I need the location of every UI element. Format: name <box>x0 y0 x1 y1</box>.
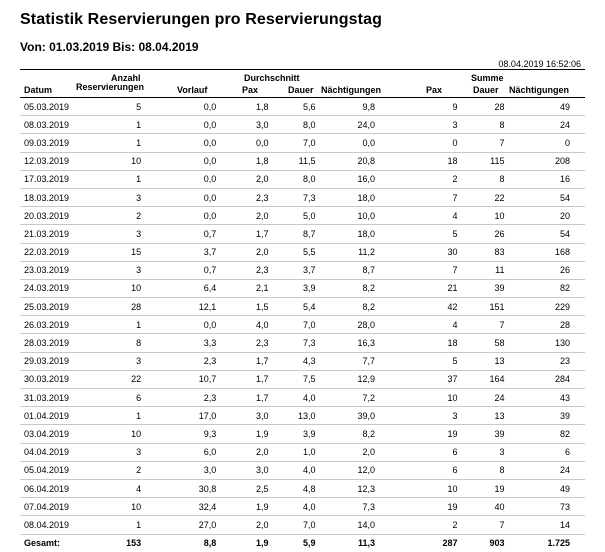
col-header-datum: Datum <box>24 85 53 95</box>
cell-avg-dauer: 7,0 <box>269 516 316 534</box>
cell-sum-pax: 5 <box>375 352 458 370</box>
cell-datum: 08.03.2019 <box>20 116 89 134</box>
cell-sum-naechtigungen: 14 <box>505 516 586 534</box>
total-cell-sum-pax: 287 <box>375 534 458 552</box>
cell-anzahl: 4 <box>89 479 141 497</box>
cell-sum-dauer: 3 <box>458 443 505 461</box>
table-row <box>20 425 585 443</box>
cell-sum-dauer: 22 <box>458 188 505 206</box>
cell-anzahl: 1 <box>89 516 141 534</box>
col-header-avg-naechtigungen: Nächtigungen <box>321 85 381 95</box>
table-row <box>20 207 585 225</box>
cell-avg-pax: 3,0 <box>216 407 268 425</box>
cell-sum-naechtigungen: 20 <box>505 207 586 225</box>
cell-avg-pax: 2,1 <box>216 279 268 297</box>
col-header-anzahl: Anzahl <box>111 73 141 83</box>
cell-anzahl: 1 <box>89 407 141 425</box>
cell-sum-naechtigungen: 130 <box>505 334 586 352</box>
cell-anzahl: 10 <box>89 279 141 297</box>
cell-avg-naechtigungen: 10,0 <box>316 207 376 225</box>
cell-datum: 31.03.2019 <box>20 389 89 407</box>
cell-anzahl: 1 <box>89 134 141 152</box>
cell-avg-dauer: 11,5 <box>269 152 316 170</box>
cell-sum-dauer: 28 <box>458 98 505 116</box>
cell-sum-naechtigungen: 16 <box>505 170 586 188</box>
cell-datum: 12.03.2019 <box>20 152 89 170</box>
cell-sum-pax: 10 <box>375 389 458 407</box>
cell-avg-dauer: 7,5 <box>269 370 316 388</box>
cell-avg-dauer: 3,9 <box>269 425 316 443</box>
col-header-sum-naechtigungen: Nächtigungen <box>509 85 569 95</box>
cell-avg-pax: 1,7 <box>216 370 268 388</box>
cell-sum-pax: 4 <box>375 316 458 334</box>
cell-vorlauf: 0,0 <box>141 134 216 152</box>
cell-avg-pax: 2,5 <box>216 479 268 497</box>
cell-sum-dauer: 19 <box>458 479 505 497</box>
cell-sum-pax: 2 <box>375 170 458 188</box>
total-cell-sum-naechtigungen: 1.725 <box>505 534 586 552</box>
cell-sum-pax: 3 <box>375 116 458 134</box>
cell-datum: 29.03.2019 <box>20 352 89 370</box>
table-row <box>20 370 585 388</box>
cell-avg-dauer: 8,7 <box>269 225 316 243</box>
cell-anzahl: 2 <box>89 461 141 479</box>
cell-sum-naechtigungen: 168 <box>505 243 586 261</box>
cell-vorlauf: 27,0 <box>141 516 216 534</box>
cell-vorlauf: 6,4 <box>141 279 216 297</box>
cell-avg-naechtigungen: 12,3 <box>316 479 376 497</box>
cell-vorlauf: 0,0 <box>141 152 216 170</box>
cell-vorlauf: 30,8 <box>141 479 216 497</box>
cell-sum-naechtigungen: 26 <box>505 261 586 279</box>
cell-avg-naechtigungen: 7,3 <box>316 498 376 516</box>
table-row <box>20 498 585 516</box>
cell-sum-dauer: 58 <box>458 334 505 352</box>
cell-datum: 22.03.2019 <box>20 243 89 261</box>
cell-sum-naechtigungen: 43 <box>505 389 586 407</box>
cell-sum-naechtigungen: 24 <box>505 116 586 134</box>
cell-vorlauf: 2,3 <box>141 352 216 370</box>
cell-anzahl: 15 <box>89 243 141 261</box>
cell-datum: 03.04.2019 <box>20 425 89 443</box>
cell-sum-dauer: 13 <box>458 352 505 370</box>
cell-sum-pax: 3 <box>375 407 458 425</box>
cell-sum-pax: 18 <box>375 152 458 170</box>
col-header-durchschnitt: Durchschnitt <box>244 73 300 83</box>
cell-sum-pax: 0 <box>375 134 458 152</box>
cell-avg-dauer: 4,0 <box>269 498 316 516</box>
cell-avg-naechtigungen: 18,0 <box>316 225 376 243</box>
total-row <box>20 534 585 552</box>
cell-anzahl: 5 <box>89 98 141 116</box>
table-row <box>20 461 585 479</box>
cell-avg-pax: 2,0 <box>216 207 268 225</box>
cell-sum-dauer: 8 <box>458 116 505 134</box>
cell-avg-dauer: 4,0 <box>269 389 316 407</box>
cell-datum: 06.04.2019 <box>20 479 89 497</box>
cell-datum: 09.03.2019 <box>20 134 89 152</box>
cell-anzahl: 10 <box>89 498 141 516</box>
table-body <box>20 98 585 552</box>
cell-datum: 21.03.2019 <box>20 225 89 243</box>
cell-datum: 30.03.2019 <box>20 370 89 388</box>
cell-datum: 20.03.2019 <box>20 207 89 225</box>
cell-avg-pax: 1,7 <box>216 225 268 243</box>
cell-datum: 17.03.2019 <box>20 170 89 188</box>
cell-sum-pax: 2 <box>375 516 458 534</box>
cell-avg-naechtigungen: 12,0 <box>316 461 376 479</box>
cell-sum-dauer: 7 <box>458 134 505 152</box>
cell-sum-pax: 5 <box>375 225 458 243</box>
cell-avg-pax: 4,0 <box>216 316 268 334</box>
cell-avg-naechtigungen: 8,2 <box>316 298 376 316</box>
cell-sum-naechtigungen: 49 <box>505 479 586 497</box>
cell-avg-dauer: 7,3 <box>269 334 316 352</box>
cell-sum-dauer: 164 <box>458 370 505 388</box>
cell-avg-pax: 2,0 <box>216 170 268 188</box>
cell-avg-naechtigungen: 11,2 <box>316 243 376 261</box>
col-header-sum-pax: Pax <box>426 85 443 95</box>
cell-sum-naechtigungen: 82 <box>505 425 586 443</box>
cell-vorlauf: 3,0 <box>141 461 216 479</box>
table-row <box>20 407 585 425</box>
cell-avg-dauer: 8,0 <box>269 116 316 134</box>
cell-avg-pax: 0,0 <box>216 134 268 152</box>
cell-avg-pax: 1,5 <box>216 298 268 316</box>
total-cell-sum-dauer: 903 <box>458 534 505 552</box>
date-range: Von: 01.03.2019 Bis: 08.04.2019 <box>20 40 199 54</box>
cell-sum-pax: 9 <box>375 98 458 116</box>
cell-sum-naechtigungen: 54 <box>505 188 586 206</box>
cell-vorlauf: 0,7 <box>141 261 216 279</box>
cell-avg-pax: 2,0 <box>216 443 268 461</box>
col-header-summe: Summe <box>471 73 504 83</box>
cell-avg-pax: 1,9 <box>216 425 268 443</box>
cell-avg-dauer: 5,4 <box>269 298 316 316</box>
cell-avg-dauer: 3,7 <box>269 261 316 279</box>
col-header-avg-pax: Pax <box>242 85 259 95</box>
cell-sum-dauer: 26 <box>458 225 505 243</box>
cell-avg-naechtigungen: 20,8 <box>316 152 376 170</box>
table-row <box>20 352 585 370</box>
cell-avg-pax: 2,0 <box>216 516 268 534</box>
cell-anzahl: 10 <box>89 152 141 170</box>
cell-avg-naechtigungen: 18,0 <box>316 188 376 206</box>
cell-sum-naechtigungen: 284 <box>505 370 586 388</box>
cell-anzahl: 28 <box>89 298 141 316</box>
cell-avg-dauer: 4,8 <box>269 479 316 497</box>
cell-sum-dauer: 115 <box>458 152 505 170</box>
cell-anzahl: 3 <box>89 352 141 370</box>
cell-avg-pax: 1,8 <box>216 152 268 170</box>
cell-sum-naechtigungen: 24 <box>505 461 586 479</box>
cell-sum-naechtigungen: 49 <box>505 98 586 116</box>
table-row <box>20 188 585 206</box>
cell-sum-dauer: 10 <box>458 207 505 225</box>
cell-anzahl: 3 <box>89 188 141 206</box>
cell-sum-dauer: 13 <box>458 407 505 425</box>
cell-sum-dauer: 7 <box>458 516 505 534</box>
total-cell-avg-pax: 1,9 <box>216 534 268 552</box>
cell-avg-pax: 2,3 <box>216 334 268 352</box>
cell-avg-dauer: 7,0 <box>269 316 316 334</box>
cell-vorlauf: 0,0 <box>141 98 216 116</box>
cell-avg-dauer: 4,3 <box>269 352 316 370</box>
cell-vorlauf: 12,1 <box>141 298 216 316</box>
cell-sum-dauer: 8 <box>458 170 505 188</box>
cell-avg-naechtigungen: 16,3 <box>316 334 376 352</box>
cell-avg-pax: 1,7 <box>216 352 268 370</box>
cell-avg-pax: 2,0 <box>216 243 268 261</box>
cell-avg-naechtigungen: 7,7 <box>316 352 376 370</box>
cell-sum-pax: 19 <box>375 425 458 443</box>
col-header-avg-dauer: Dauer <box>288 85 314 95</box>
cell-sum-dauer: 8 <box>458 461 505 479</box>
cell-sum-pax: 21 <box>375 279 458 297</box>
cell-avg-pax: 3,0 <box>216 116 268 134</box>
total-label: Gesamt: <box>20 534 89 552</box>
table-row <box>20 389 585 407</box>
total-cell-avg-dauer: 5,9 <box>269 534 316 552</box>
cell-sum-dauer: 83 <box>458 243 505 261</box>
cell-datum: 04.04.2019 <box>20 443 89 461</box>
cell-avg-naechtigungen: 14,0 <box>316 516 376 534</box>
cell-sum-naechtigungen: 39 <box>505 407 586 425</box>
cell-avg-dauer: 5,5 <box>269 243 316 261</box>
cell-vorlauf: 0,0 <box>141 116 216 134</box>
cell-anzahl: 10 <box>89 425 141 443</box>
cell-avg-naechtigungen: 16,0 <box>316 170 376 188</box>
cell-avg-dauer: 7,0 <box>269 134 316 152</box>
cell-vorlauf: 2,3 <box>141 389 216 407</box>
cell-sum-dauer: 151 <box>458 298 505 316</box>
cell-sum-pax: 6 <box>375 461 458 479</box>
cell-vorlauf: 17,0 <box>141 407 216 425</box>
cell-avg-pax: 3,0 <box>216 461 268 479</box>
cell-avg-naechtigungen: 12,9 <box>316 370 376 388</box>
total-cell-avg-naechtigungen: 11,3 <box>316 534 376 552</box>
cell-anzahl: 22 <box>89 370 141 388</box>
cell-vorlauf: 32,4 <box>141 498 216 516</box>
cell-avg-naechtigungen: 0,0 <box>316 134 376 152</box>
cell-avg-dauer: 13,0 <box>269 407 316 425</box>
cell-avg-naechtigungen: 24,0 <box>316 116 376 134</box>
cell-sum-pax: 37 <box>375 370 458 388</box>
cell-anzahl: 1 <box>89 316 141 334</box>
cell-sum-naechtigungen: 208 <box>505 152 586 170</box>
table-row <box>20 479 585 497</box>
table-row <box>20 134 585 152</box>
cell-sum-naechtigungen: 229 <box>505 298 586 316</box>
statistics-table <box>20 98 585 552</box>
total-cell-anzahl: 153 <box>89 534 141 552</box>
cell-sum-dauer: 24 <box>458 389 505 407</box>
table-row <box>20 261 585 279</box>
cell-sum-pax: 7 <box>375 188 458 206</box>
cell-avg-pax: 1,7 <box>216 389 268 407</box>
cell-sum-pax: 18 <box>375 334 458 352</box>
cell-vorlauf: 6,0 <box>141 443 216 461</box>
table-row <box>20 316 585 334</box>
cell-datum: 05.03.2019 <box>20 98 89 116</box>
cell-avg-naechtigungen: 9,8 <box>316 98 376 116</box>
cell-sum-pax: 7 <box>375 261 458 279</box>
cell-sum-pax: 6 <box>375 443 458 461</box>
cell-avg-dauer: 3,9 <box>269 279 316 297</box>
cell-anzahl: 8 <box>89 334 141 352</box>
cell-avg-naechtigungen: 2,0 <box>316 443 376 461</box>
cell-datum: 26.03.2019 <box>20 316 89 334</box>
cell-avg-naechtigungen: 8,7 <box>316 261 376 279</box>
cell-avg-naechtigungen: 7,2 <box>316 389 376 407</box>
table-row <box>20 516 585 534</box>
cell-sum-naechtigungen: 73 <box>505 498 586 516</box>
col-header-reservierungen: Reservierungen <box>76 82 145 92</box>
cell-avg-dauer: 7,3 <box>269 188 316 206</box>
cell-datum: 24.03.2019 <box>20 279 89 297</box>
cell-datum: 05.04.2019 <box>20 461 89 479</box>
table-row <box>20 98 585 116</box>
cell-avg-dauer: 8,0 <box>269 170 316 188</box>
cell-sum-dauer: 11 <box>458 261 505 279</box>
cell-sum-pax: 30 <box>375 243 458 261</box>
cell-vorlauf: 3,7 <box>141 243 216 261</box>
cell-sum-dauer: 39 <box>458 279 505 297</box>
cell-avg-dauer: 4,0 <box>269 461 316 479</box>
total-cell-vorlauf: 8,8 <box>141 534 216 552</box>
cell-vorlauf: 0,0 <box>141 170 216 188</box>
col-header-sum-dauer: Dauer <box>473 85 499 95</box>
cell-datum: 18.03.2019 <box>20 188 89 206</box>
cell-vorlauf: 9,3 <box>141 425 216 443</box>
cell-sum-dauer: 7 <box>458 316 505 334</box>
cell-vorlauf: 0,7 <box>141 225 216 243</box>
table-row <box>20 279 585 297</box>
table-row <box>20 443 585 461</box>
header-top-rule <box>20 69 585 70</box>
cell-vorlauf: 0,0 <box>141 316 216 334</box>
cell-avg-naechtigungen: 39,0 <box>316 407 376 425</box>
cell-avg-pax: 2,3 <box>216 188 268 206</box>
table-row <box>20 243 585 261</box>
cell-sum-dauer: 39 <box>458 425 505 443</box>
cell-anzahl: 1 <box>89 116 141 134</box>
cell-sum-naechtigungen: 23 <box>505 352 586 370</box>
cell-datum: 25.03.2019 <box>20 298 89 316</box>
cell-avg-pax: 1,9 <box>216 498 268 516</box>
cell-datum: 01.04.2019 <box>20 407 89 425</box>
cell-avg-pax: 1,8 <box>216 98 268 116</box>
cell-sum-dauer: 40 <box>458 498 505 516</box>
print-timestamp: 08.04.2019 16:52:06 <box>498 59 581 69</box>
cell-datum: 28.03.2019 <box>20 334 89 352</box>
cell-sum-pax: 10 <box>375 479 458 497</box>
table-row <box>20 116 585 134</box>
cell-sum-pax: 42 <box>375 298 458 316</box>
cell-avg-dauer: 5,6 <box>269 98 316 116</box>
cell-datum: 08.04.2019 <box>20 516 89 534</box>
col-header-vorlauf: Vorlauf <box>177 85 208 95</box>
cell-sum-naechtigungen: 6 <box>505 443 586 461</box>
cell-sum-naechtigungen: 82 <box>505 279 586 297</box>
cell-avg-naechtigungen: 8,2 <box>316 279 376 297</box>
cell-avg-dauer: 1,0 <box>269 443 316 461</box>
cell-anzahl: 6 <box>89 389 141 407</box>
cell-anzahl: 3 <box>89 443 141 461</box>
cell-sum-naechtigungen: 0 <box>505 134 586 152</box>
report-title: Statistik Reservierungen pro Reservierungstag <box>20 11 382 28</box>
table-row <box>20 225 585 243</box>
table-row <box>20 334 585 352</box>
table-row <box>20 170 585 188</box>
table-row <box>20 298 585 316</box>
cell-avg-dauer: 5,0 <box>269 207 316 225</box>
cell-sum-pax: 19 <box>375 498 458 516</box>
cell-datum: 07.04.2019 <box>20 498 89 516</box>
cell-vorlauf: 3,3 <box>141 334 216 352</box>
cell-sum-pax: 4 <box>375 207 458 225</box>
cell-sum-naechtigungen: 28 <box>505 316 586 334</box>
cell-datum: 23.03.2019 <box>20 261 89 279</box>
cell-anzahl: 1 <box>89 170 141 188</box>
cell-vorlauf: 0,0 <box>141 188 216 206</box>
cell-vorlauf: 0,0 <box>141 207 216 225</box>
cell-vorlauf: 10,7 <box>141 370 216 388</box>
cell-anzahl: 3 <box>89 225 141 243</box>
cell-sum-naechtigungen: 54 <box>505 225 586 243</box>
cell-avg-pax: 2,3 <box>216 261 268 279</box>
cell-avg-naechtigungen: 8,2 <box>316 425 376 443</box>
table-row <box>20 152 585 170</box>
cell-anzahl: 2 <box>89 207 141 225</box>
cell-avg-naechtigungen: 28,0 <box>316 316 376 334</box>
cell-anzahl: 3 <box>89 261 141 279</box>
